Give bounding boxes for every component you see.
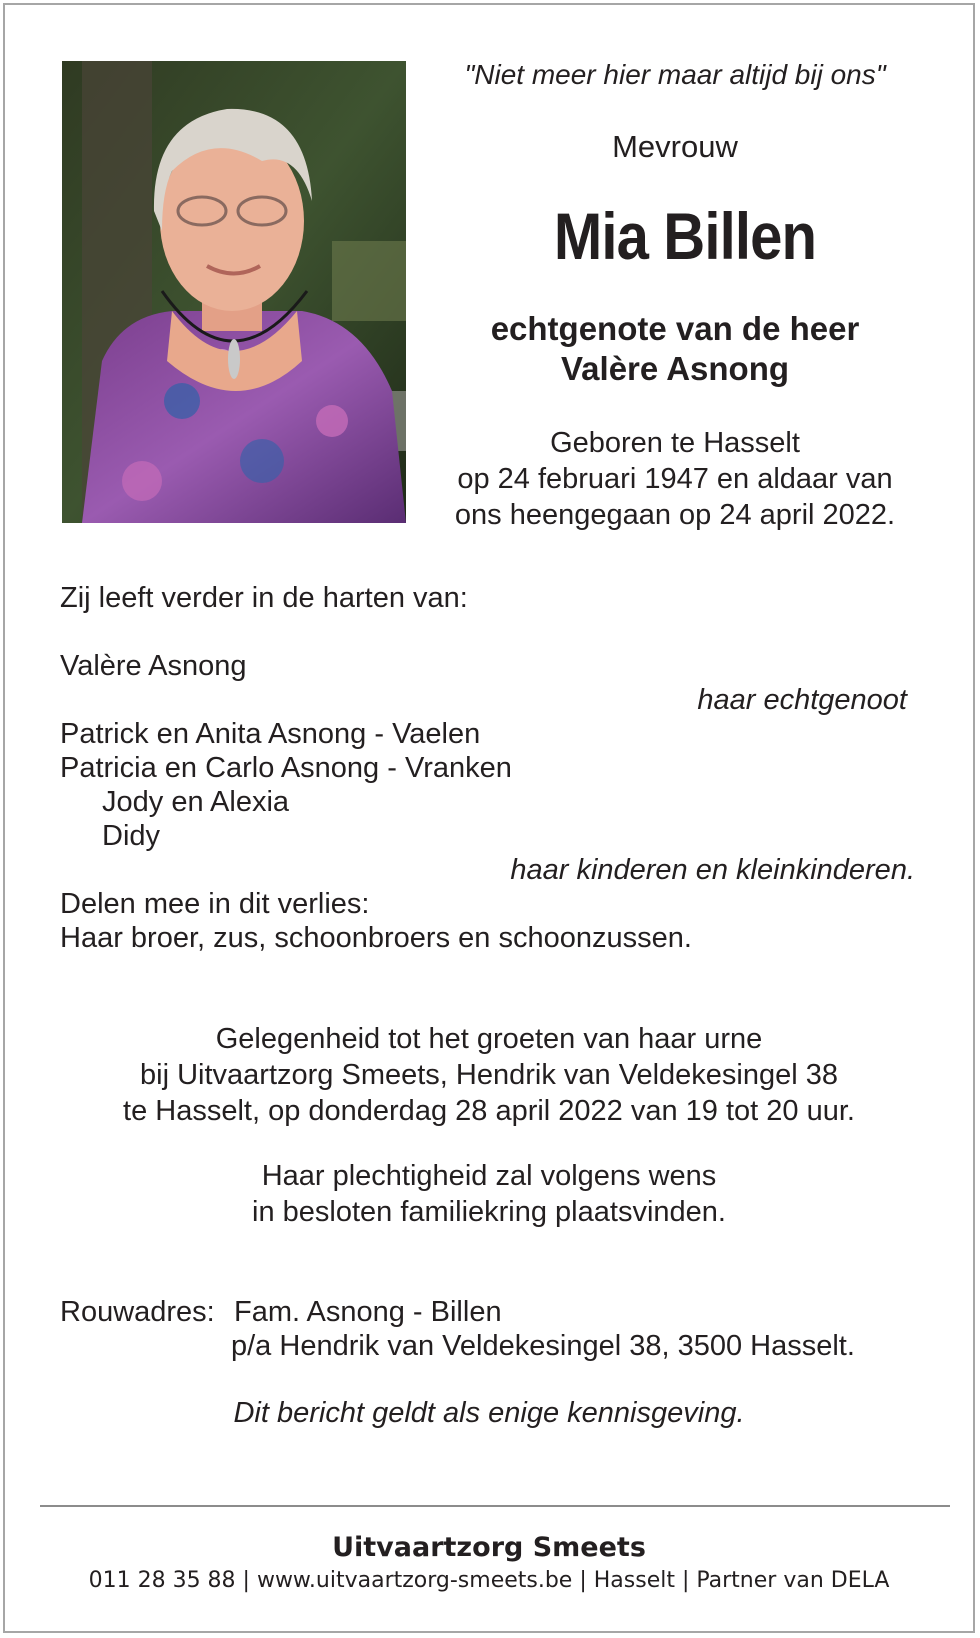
birth-line-2: op 24 februari 1947 en aldaar van — [457, 463, 893, 495]
ceremony-line-1: Gelegenheid tot het groeten van haar urne — [215, 1023, 763, 1055]
birth-line-1: Geboren te Hasselt — [550, 427, 800, 459]
obituary-card — [3, 3, 975, 1633]
survivors-intro: Zij leeft verder in de harten van: — [60, 582, 468, 614]
children-role: haar kinderen en kleinkinderen. — [510, 854, 915, 886]
portrait-photo-icon — [62, 61, 406, 523]
address-line-1: Fam. Asnong - Billen — [234, 1296, 502, 1328]
ceremony-line-4: Haar plechtigheid zal volgens wens — [261, 1160, 717, 1192]
share-intro: Delen mee in dit verlies: — [60, 888, 370, 920]
funeral-home-contact: 011 28 35 88 | www.uitvaartzorg-smeets.be | Hasselt | Partner van DELA — [88, 1568, 890, 1593]
spouse-line-1: echtgenote van de heer — [490, 310, 860, 347]
spouse-info — [425, 309, 925, 389]
memorial-quote: "Niet meer hier maar altijd bij ons" — [464, 59, 886, 90]
ceremony-line-2: bij Uitvaartzorg Smeets, Hendrik van Veldekesingel 38 — [140, 1059, 838, 1091]
notice-text: Dit bericht geldt als enige kennisgeving. — [233, 1397, 745, 1429]
birth-line-3: ons heengegaan op 24 april 2022. — [454, 499, 896, 531]
child-line: Patrick en Anita Asnong - Vaelen — [60, 718, 481, 750]
survivor-spouse-name: Valère Asnong — [60, 650, 247, 682]
footer-divider — [40, 1505, 950, 1507]
ceremony-info — [5, 1021, 973, 1129]
share-list: Haar broer, zus, schoonbroers en schoonzussen. — [60, 922, 692, 954]
grandchild-line: Didy — [102, 820, 161, 852]
address-line-2: p/a Hendrik van Veldekesingel 38, 3500 Hasselt. — [231, 1330, 855, 1362]
ceremony-line-3: te Hasselt, op donderdag 28 april 2022 van 19 tot 20 uur. — [123, 1095, 855, 1127]
ceremony-wish — [5, 1158, 973, 1230]
spouse-line-2: Valère Asnong — [560, 350, 790, 387]
address-label: Rouwadres: — [60, 1296, 215, 1328]
grandchild-line: Jody en Alexia — [102, 786, 290, 818]
ceremony-line-5: in besloten familiekring plaatsvinden. — [252, 1196, 726, 1228]
deceased-name: Mia Billen — [553, 199, 817, 273]
birth-death-info — [425, 425, 925, 533]
funeral-home-name: Uitvaartzorg Smeets — [332, 1532, 646, 1563]
survivor-spouse-role: haar echtgenoot — [697, 684, 907, 716]
honorific-title: Mevrouw — [612, 129, 738, 164]
child-line: Patricia en Carlo Asnong - Vranken — [60, 752, 512, 784]
